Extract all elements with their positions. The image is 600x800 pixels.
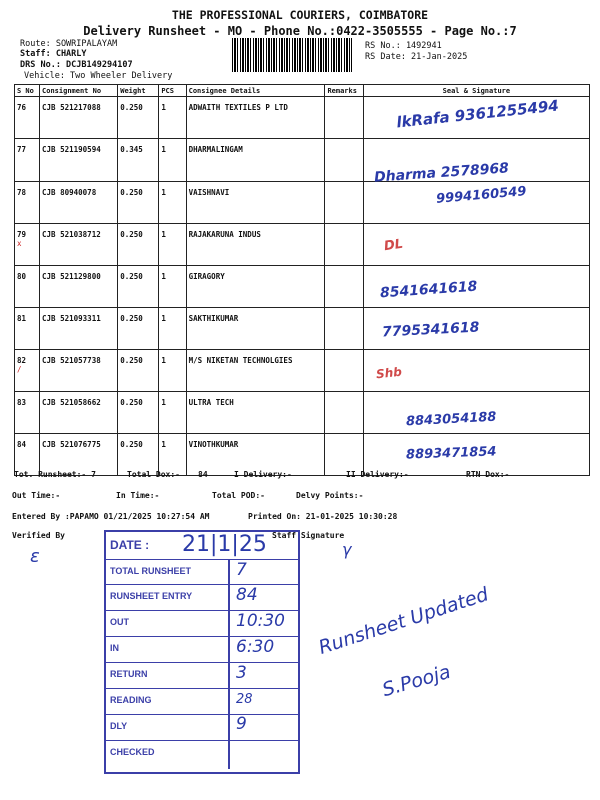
ii-delivery: II Delivery:- <box>346 470 409 479</box>
row-consignment: CJB 521058662 <box>40 392 118 434</box>
row-sno: 80 <box>15 266 40 308</box>
row-remarks <box>325 266 363 308</box>
row-signature: Dharma 2578968 <box>363 139 589 182</box>
row-pcs: 1 <box>159 97 186 139</box>
out-time: Out Time:- <box>12 491 61 500</box>
route: Route: SOWRIPALAYAM <box>20 39 118 49</box>
handwritten-note-line2: S.Pooja <box>380 660 454 702</box>
row-remarks <box>325 350 363 392</box>
header-consignee: Consignee Details <box>186 85 325 97</box>
in-time: In Time:- <box>116 491 160 500</box>
table-row <box>15 308 590 350</box>
row-consignment: CJB 521217088 <box>40 97 118 139</box>
vehicle: Vehicle: Two Wheeler Delivery <box>24 71 173 81</box>
row-pcs: 1 <box>159 308 186 350</box>
stamp-row-label: DLY <box>110 721 128 731</box>
header-sno: S No <box>15 85 40 97</box>
handwritten-note-line1: Runsheet Updated <box>316 583 492 659</box>
row-consignment: CJB 521038712 <box>40 224 118 266</box>
row-sno: 78 <box>15 182 40 224</box>
stamp-row-value: 84 <box>236 585 258 605</box>
row-pcs: 1 <box>159 139 186 182</box>
row-weight: 0.250 <box>118 97 159 139</box>
table-row <box>15 350 590 392</box>
row-pcs: 1 <box>159 182 186 224</box>
row-signature: DL <box>363 224 589 266</box>
row-consignee: VAISHNAVI <box>186 182 325 224</box>
stamp-date-value: 21|1|25 <box>182 532 267 557</box>
row-sno: 81 <box>15 308 40 350</box>
table-row <box>15 139 590 182</box>
total-dox-value: 84 <box>198 470 208 479</box>
header-consignment: Consignment No <box>40 85 118 97</box>
delvy-points: Delvy Points:- <box>296 491 364 500</box>
stamp-row-value: 9 <box>236 714 247 734</box>
row-consignment: CJB 521190594 <box>40 139 118 182</box>
row-consignment: CJB 521093311 <box>40 308 118 350</box>
row-pcs: 1 <box>159 350 186 392</box>
header-seal-signature: Seal & Signature <box>363 85 589 97</box>
stamp-divider <box>228 559 230 769</box>
row-consignee: GIRAGORY <box>186 266 325 308</box>
entered-by: Entered By :PAPAMO 01/21/2025 10:27:54 AM <box>12 512 210 521</box>
row-consignee: DHARMALINGAM <box>186 139 325 182</box>
row-signature: Shb <box>363 350 589 392</box>
row-consignee: VINOTHKUMAR <box>186 434 325 476</box>
printed-on: Printed On: 21-01-2025 10:30:28 <box>248 512 398 521</box>
row-sno: 79 x <box>15 224 40 266</box>
row-consignment: CJB 521129800 <box>40 266 118 308</box>
staff-signature: Staff Signature <box>272 531 345 540</box>
row-pcs: 1 <box>159 392 186 434</box>
stamp-row-value: 3 <box>236 663 247 683</box>
tot-runsheet: Tot. Runsheet:- 7 <box>14 470 96 479</box>
table-row <box>15 392 590 434</box>
row-weight: 0.250 <box>118 182 159 224</box>
stamp-row-label: READING <box>110 695 152 705</box>
row-sno: 84 <box>15 434 40 476</box>
drs-number: DRS No.: DCJB149294107 <box>20 60 133 70</box>
total-dox-label: Total Dox:- <box>127 470 180 479</box>
stamp-date-label: DATE : <box>110 538 150 552</box>
row-consignment: CJB 521057738 <box>40 350 118 392</box>
row-signature: 7795341618 <box>363 308 589 350</box>
row-remarks <box>325 224 363 266</box>
table-row <box>15 266 590 308</box>
row-consignee: M/S NIKETAN TECHNOLGIES <box>186 350 325 392</box>
row-signature: 9994160549 <box>363 182 589 224</box>
row-consignee: RAJAKARUNA INDUS <box>186 224 325 266</box>
company-title: THE PROFESSIONAL COURIERS, COIMBATORE <box>171 8 429 22</box>
row-consignment: CJB 521076775 <box>40 434 118 476</box>
stamp-row-label: CHECKED <box>110 747 155 757</box>
row-consignee: ADWAITH TEXTILES P LTD <box>186 97 325 139</box>
header-remarks: Remarks <box>325 85 363 97</box>
verified-by: Verified By <box>12 531 65 540</box>
row-signature: 8893471854 <box>363 434 589 476</box>
stamp-row-label: TOTAL RUNSHEET <box>110 566 192 576</box>
stamp-row-label: OUT <box>110 617 129 627</box>
row-pcs: 1 <box>159 224 186 266</box>
row-weight: 0.345 <box>118 139 159 182</box>
verified-initials-mark: ε <box>30 546 40 567</box>
runsheet-title: Delivery Runsheet - MO - Phone No.:0422-3505555 - Page No.:7 <box>83 24 517 38</box>
row-pcs: 1 <box>159 434 186 476</box>
row-remarks <box>325 139 363 182</box>
row-sno: 83 <box>15 392 40 434</box>
row-weight: 0.250 <box>118 224 159 266</box>
i-delivery: I Delivery:- <box>234 470 292 479</box>
staff-initials-mark: γ <box>342 540 352 559</box>
row-pcs: 1 <box>159 266 186 308</box>
stamp-row-value: 7 <box>236 560 247 580</box>
stamp-row-value: 6:30 <box>236 637 275 657</box>
row-sno: 76 <box>15 97 40 139</box>
delivery-table <box>14 84 590 476</box>
barcode <box>232 38 352 72</box>
rtn-dox: RTN Dox:- <box>466 470 510 479</box>
row-remarks <box>325 308 363 350</box>
stamp-row-value: 28 <box>236 692 253 707</box>
stamp-row-value: 10:30 <box>236 611 285 631</box>
header-pcs: PCS <box>159 85 186 97</box>
table-row <box>15 224 590 266</box>
row-weight: 0.250 <box>118 308 159 350</box>
table-row <box>15 182 590 224</box>
stamp-row-label: IN <box>110 643 119 653</box>
row-consignment: CJB 80940078 <box>40 182 118 224</box>
row-remarks <box>325 182 363 224</box>
row-consignee: SAKTHIKUMAR <box>186 308 325 350</box>
row-weight: 0.250 <box>118 266 159 308</box>
row-sno: 77 <box>15 139 40 182</box>
row-sno: 82 / <box>15 350 40 392</box>
table-row <box>15 97 590 139</box>
stamp-row-label: RUNSHEET ENTRY <box>110 591 193 601</box>
rs-number: RS No.: 1492941 <box>365 41 442 51</box>
staff: Staff: CHARLY <box>20 49 87 59</box>
header-weight: Weight <box>118 85 159 97</box>
table-header-row <box>15 85 590 97</box>
row-weight: 0.250 <box>118 392 159 434</box>
row-weight: 0.250 <box>118 350 159 392</box>
office-stamp <box>104 530 300 774</box>
row-signature: lkRafa 9361255494 <box>363 97 589 139</box>
row-signature: 8843054188 <box>363 392 589 434</box>
row-weight: 0.250 <box>118 434 159 476</box>
row-remarks <box>325 392 363 434</box>
stamp-row-label: RETURN <box>110 669 148 679</box>
row-consignee: ULTRA TECH <box>186 392 325 434</box>
rs-date: RS Date: 21-Jan-2025 <box>365 52 468 62</box>
row-remarks <box>325 97 363 139</box>
row-signature: 8541641618 <box>363 266 589 308</box>
total-pod: Total POD:- <box>212 491 265 500</box>
